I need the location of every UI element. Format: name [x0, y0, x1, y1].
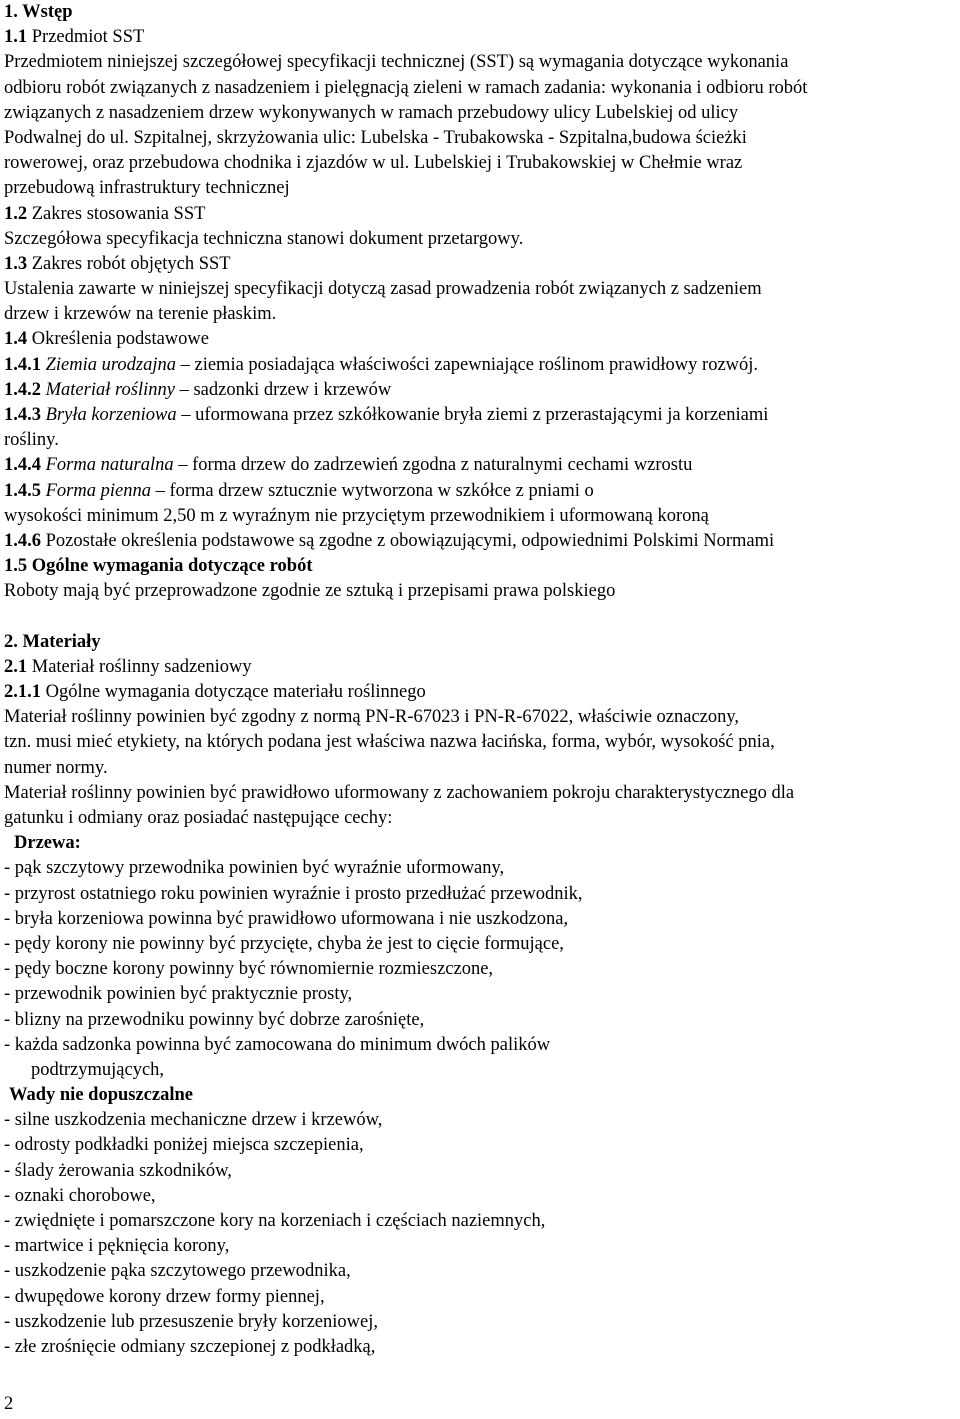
- section-title: Materiał roślinny sadzeniowy: [27, 656, 252, 677]
- list-item: - każda sadzonka powinna być zamocowana do minimum dwóch palików: [4, 1034, 551, 1055]
- list-item: - pędy korony nie powinny być przycięte, chyba że jest to cięcie formujące,: [4, 933, 564, 954]
- paragraph-line: Szczegółowa specyfikacja techniczna stanowi dokument przetargowy.: [4, 228, 524, 249]
- definition-term: Forma pienna: [41, 480, 151, 501]
- definition-term: Bryła korzeniowa: [41, 405, 177, 425]
- section-number: 1.4: [4, 329, 28, 350]
- list-item: - silne uszkodzenia mechaniczne drzew i krzewów,: [4, 1110, 383, 1131]
- definition-1-4-6: [4, 529, 954, 554]
- section-number: 1.5: [4, 556, 28, 577]
- section-title: Ogólne wymagania dotyczące materiału roślinnego: [41, 682, 426, 703]
- trees-heading: Drzewa:: [14, 833, 81, 854]
- section-number: 2.1.1: [4, 682, 41, 703]
- paragraph-line: rośliny.: [4, 430, 59, 451]
- definition-text: Pozostałe określenia podstawowe są zgodne z obowiązującymi, odpowiednimi Polskimi Normami: [41, 530, 775, 551]
- list-item: - pąk szczytowy przewodnika powinien być wyraźnie uformowany,: [4, 858, 505, 879]
- paragraph-line: Podwalnej do ul. Szpitalnej, skrzyżowania ulic: Lubelska - Trubakowska - Szpitalna,budowa ścieżki: [4, 127, 747, 148]
- section-title: Zakres stosowania SST: [27, 203, 206, 224]
- paragraph-line: Przedmiotem niniejszej szczegółowej specyfikacji technicznej (SST) są wymagania dotyczące wykonania: [4, 52, 789, 73]
- section-number: 2.1: [4, 656, 28, 677]
- paragraph-line: numer normy.: [4, 757, 108, 778]
- section-title: Ogólne wymagania dotyczące robót: [27, 556, 313, 577]
- definition-text: – forma drzew sztucznie wytworzona w szkółce z pniami o: [150, 480, 594, 501]
- section-1-2-heading: [4, 202, 954, 227]
- paragraph-line: gatunku i odmiany oraz posiadać następujące cechy:: [4, 808, 393, 828]
- section-number: 1.1: [4, 27, 28, 48]
- list-item: - oznaki chorobowe,: [4, 1185, 156, 1206]
- document-page: [4, 0, 954, 1360]
- list-item: - martwice i pęknięcia korony,: [4, 1236, 230, 1257]
- definition-text: – uformowana przez szkółkowanie bryła ziemi z przerastającymi ja korzeniami: [176, 405, 769, 425]
- section-1-3-heading: [4, 252, 954, 277]
- list-item: - przyrost ostatniego roku powinien wyraźnie i prosto przedłużać przewodnik,: [4, 883, 583, 904]
- definition-text: – forma drzew do zadrzewień zgodna z naturalnymi cechami wzrostu: [173, 455, 693, 476]
- section-title: Zakres robót objętych SST: [27, 253, 231, 274]
- section-title: Określenia podstawowe: [27, 329, 209, 350]
- blank-line: [4, 605, 954, 630]
- list-item: - odrosty podkładki poniżej miejsca szczepienia,: [4, 1135, 364, 1156]
- list-item-continuation: podtrzymujących,: [31, 1059, 165, 1080]
- definition-number: 1.4.2: [4, 379, 41, 400]
- paragraph-line: Materiał roślinny powinien być zgodny z normą PN-R-67023 i PN-R-67022, właściwie oznaczony,: [4, 707, 740, 728]
- list-item: - blizny na przewodniku powinny być dobrze zarośnięte,: [4, 1009, 425, 1030]
- section-2-heading: 2. Materiały: [4, 631, 101, 652]
- paragraph-line: przebudową infrastruktury technicznej: [4, 178, 290, 199]
- page-number: 2: [4, 1394, 14, 1414]
- section-1-heading: 1. Wstęp: [4, 2, 73, 22]
- paragraph-line: Ustalenia zawarte w niniejszej specyfikacji dotyczą zasad prowadzenia robót związanych z sadzeniem: [4, 279, 762, 300]
- list-item: - dwupędowe korony drzew formy piennej,: [4, 1286, 325, 1307]
- definition-number: 1.4.6: [4, 530, 41, 551]
- definition-term: Ziemia urodzajna: [41, 354, 176, 375]
- definition-number: 1.4.5: [4, 480, 41, 501]
- list-item: - uszkodzenie pąka szczytowego przewodnika,: [4, 1261, 351, 1282]
- section-2-1-1-heading: [4, 680, 954, 705]
- definition-text: – sadzonki drzew i krzewów: [174, 379, 392, 400]
- definition-number: 1.4.4: [4, 455, 41, 476]
- definition-number: 1.4.3: [4, 405, 41, 425]
- section-2-1-heading: [4, 655, 954, 680]
- list-item: - złe zrośnięcie odmiany szczepionej z podkładką,: [4, 1336, 376, 1357]
- definition-number: 1.4.1: [4, 354, 41, 375]
- paragraph-line: wysokości minimum 2,50 m z wyraźnym nie przyciętym przewodnikiem i uformowaną koroną: [4, 505, 709, 526]
- paragraph-line: tzn. musi mieć etykiety, na których podana jest właściwa nazwa łacińska, forma, wybór, wysokość pnia,: [4, 732, 775, 753]
- section-1-4-heading: [4, 327, 954, 352]
- list-item: - pędy boczne korony powinny być równomiernie rozmieszczone,: [4, 959, 494, 980]
- paragraph-line: Materiał roślinny powinien być prawidłowo uformowany z zachowaniem pokroju charakterystycznego dla: [4, 782, 795, 803]
- section-number: 1.3: [4, 253, 28, 274]
- defects-list: [4, 1108, 954, 1360]
- trees-list: [4, 856, 954, 1083]
- definition-1-4-2: [4, 378, 954, 403]
- list-item: - zwiędnięte i pomarszczone kory na korzeniach i częściach naziemnych,: [4, 1211, 546, 1231]
- paragraph-line: odbioru robót związanych z nasadzeniem i pielęgnacją zieleni w ramach zadania: wykonania i odbioru robót: [4, 77, 808, 98]
- definition-1-4-4: [4, 453, 954, 478]
- definition-1-4-1: [4, 353, 954, 378]
- section-1-5-heading: [4, 554, 954, 579]
- list-item: - uszkodzenie lub przesuszenie bryły korzeniowej,: [4, 1311, 378, 1332]
- definition-1-4-3: [4, 403, 954, 428]
- list-item: - bryła korzeniowa powinna być prawidłowo uformowana i nie uszkodzona,: [4, 908, 569, 929]
- paragraph-line: drzew i krzewów na terenie płaskim.: [4, 304, 277, 325]
- defects-heading: Wady nie dopuszczalne: [9, 1085, 193, 1106]
- section-1-1-heading: [4, 25, 954, 50]
- definition-1-4-5: [4, 479, 954, 504]
- paragraph-line: związanych z nasadzeniem drzew wykonywanych w ramach przebudowy ulicy Lubelskiej od ulicy: [4, 102, 739, 123]
- definition-term: Forma naturalna: [41, 455, 174, 476]
- list-item: - ślady żerowania szkodników,: [4, 1160, 232, 1181]
- section-title: Przedmiot SST: [27, 27, 145, 48]
- paragraph-line: rowerowej, oraz przebudowa chodnika i zjazdów w ul. Lubelskiej i Trubakowskiej w Chełmie wraz: [4, 153, 743, 174]
- section-number: 1.2: [4, 203, 28, 224]
- definition-text: – ziemia posiadająca właściwości zapewniające roślinom prawidłowy rozwój.: [176, 354, 759, 375]
- paragraph-line: Roboty mają być przeprowadzone zgodnie ze sztuką i przepisami prawa polskiego: [4, 581, 616, 602]
- definition-term: Materiał roślinny: [41, 379, 175, 400]
- list-item: - przewodnik powinien być praktycznie prosty,: [4, 984, 353, 1005]
